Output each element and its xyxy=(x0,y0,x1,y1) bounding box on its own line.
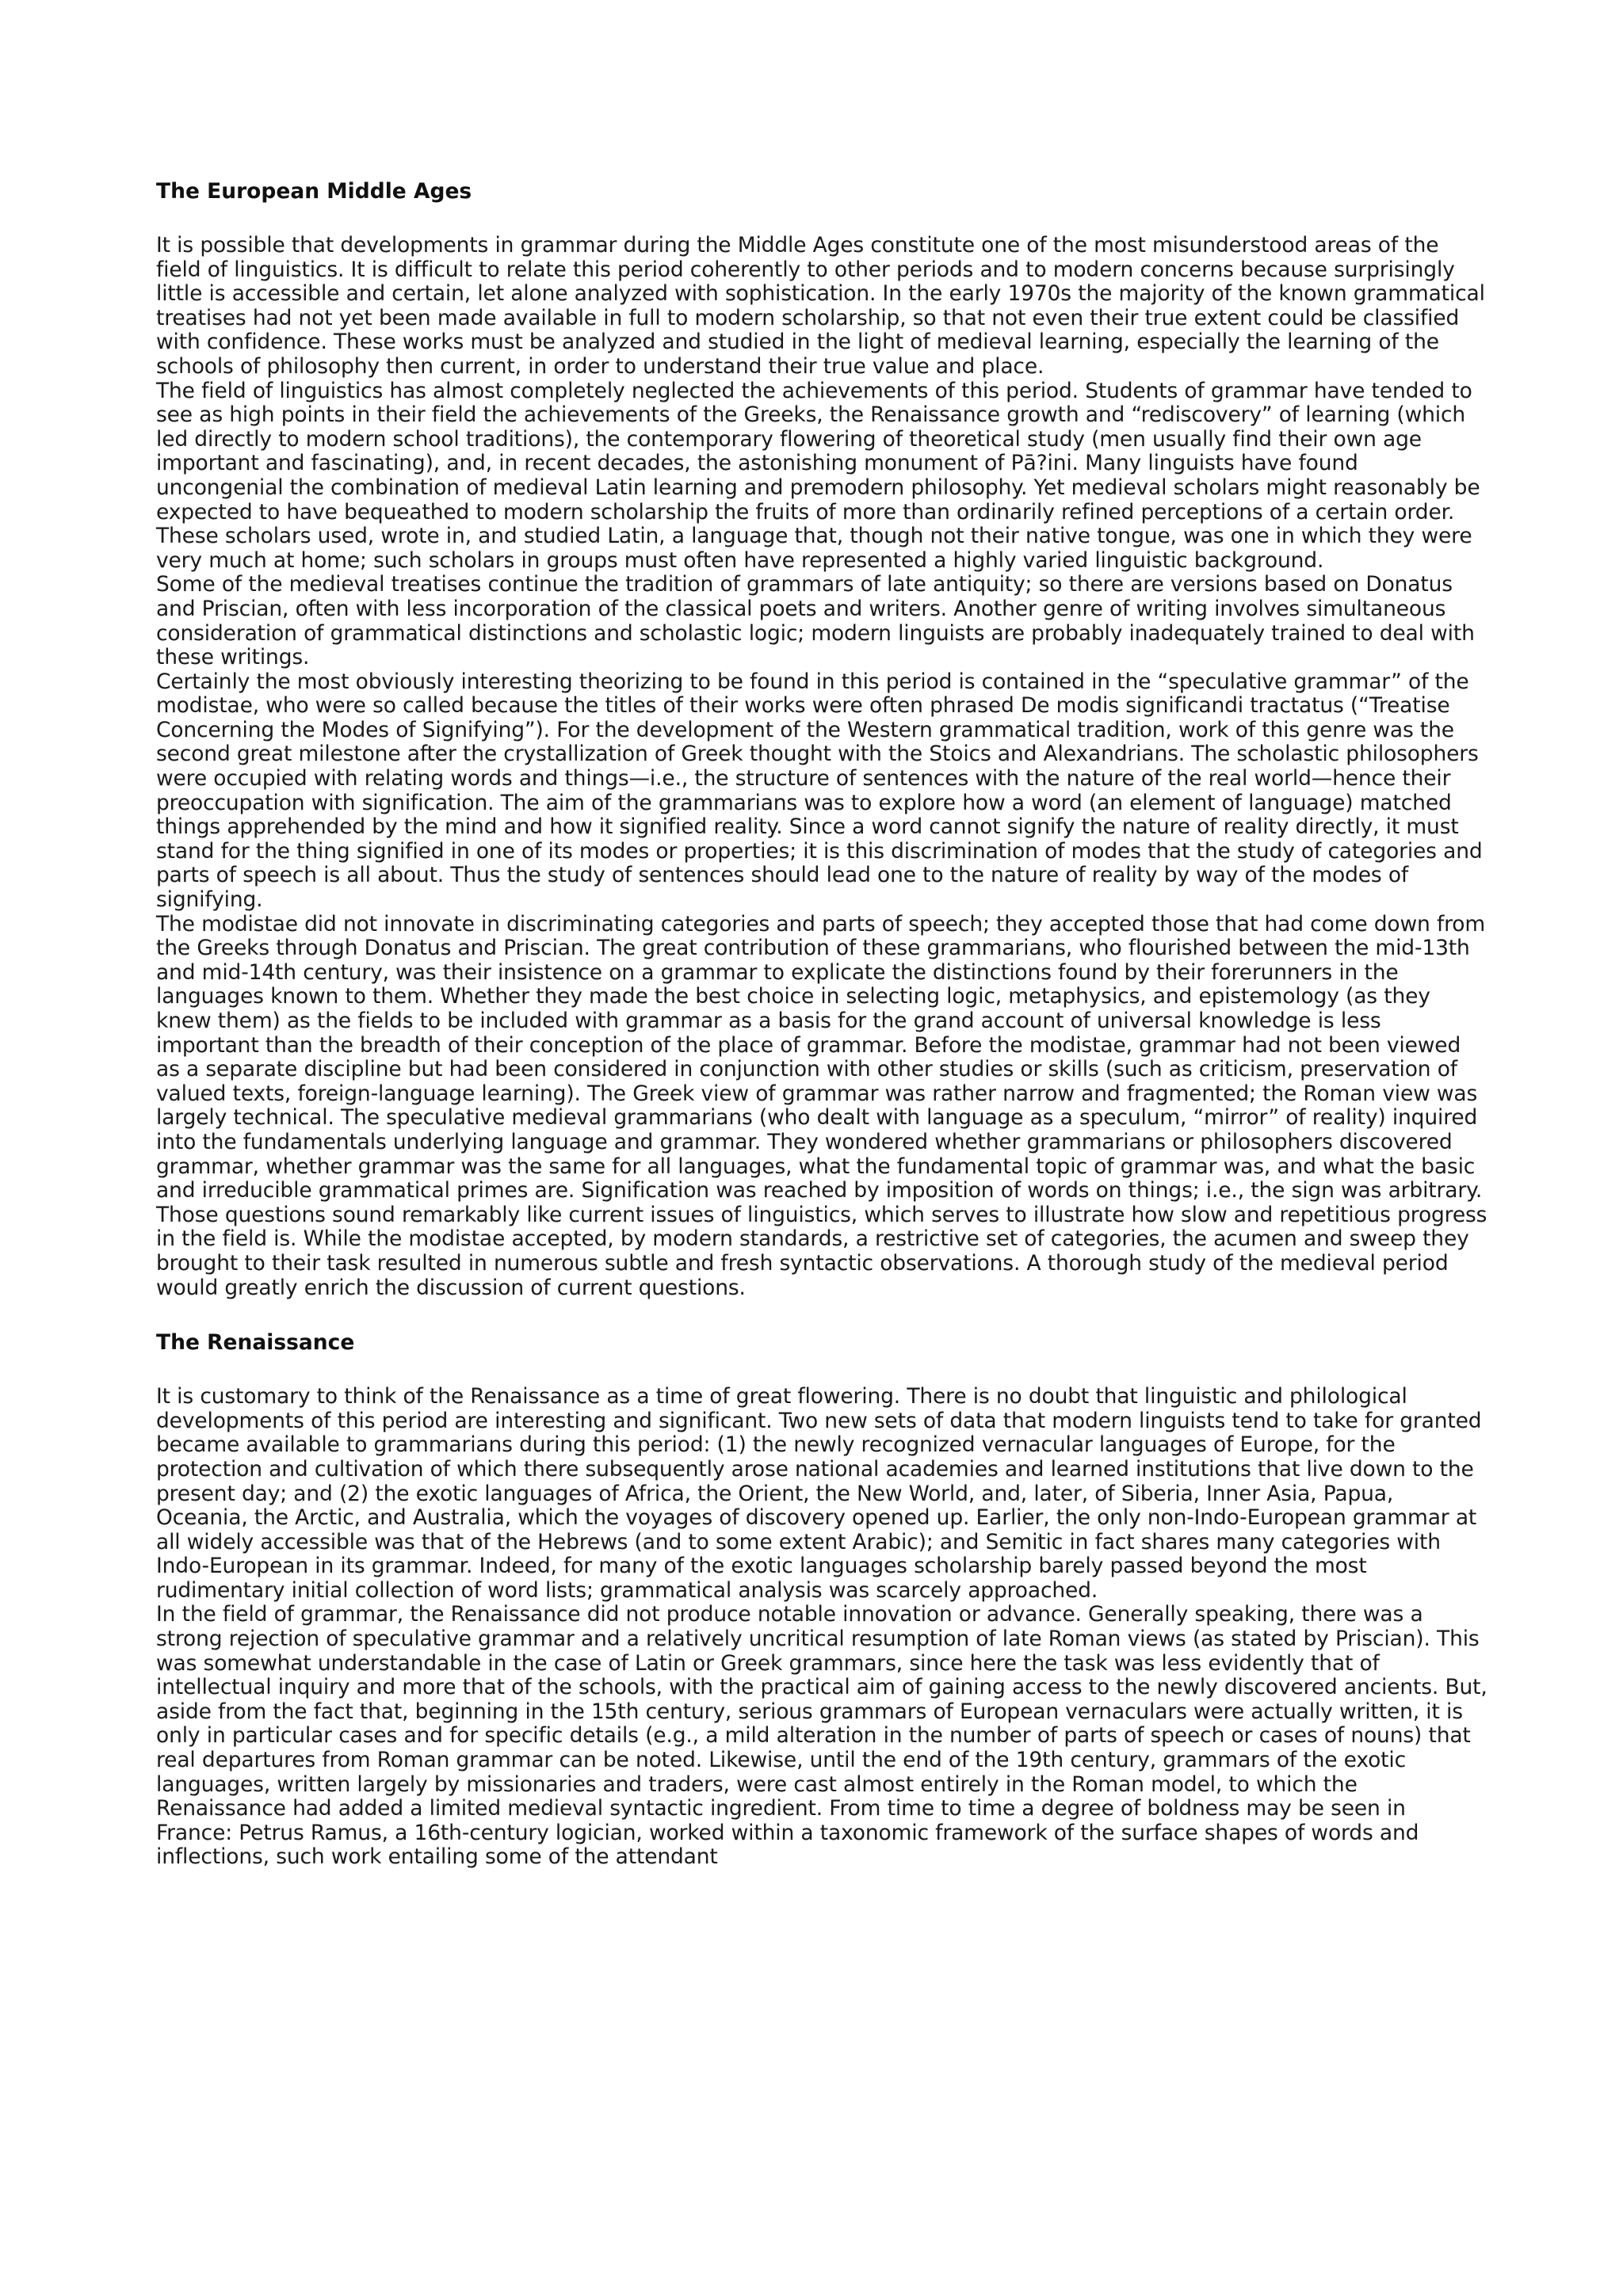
document-page xyxy=(156,178,1487,1870)
section-heading: The European Middle Ages xyxy=(156,179,472,204)
section-renaissance xyxy=(156,1329,1487,1870)
paragraph: It is possible that developments in grammar during the Middle Ages constitute one of the most misunderstood areas of the field of linguistics. It is difficult to relate this period coherently to other periods and to modern concerns because surprisingly little is accessible and certain, let alone analyzed with sophistication. In the early 1970s the majority of the known grammatical treatises had not yet been made available in full to modern scholarship, so that not even their true extent could be classified with confidence. These works must be analyzed and studied in the light of medieval learning, especially the learning of the schools of philosophy then current, in order to understand their true value and place. xyxy=(156,233,1485,379)
paragraph: Some of the medieval treatises continue the tradition of grammars of late antiquity; so there are versions based on Donatus and Priscian, often with less incorporation of the classical poets and writers. Another genre of writing involves simultaneous consideration of grammatical distinctions and scholastic logic; modern linguists are probably inadequately trained to deal with these writings. xyxy=(156,572,1475,670)
section-middle-ages xyxy=(156,178,1487,1300)
paragraph: The field of linguistics has almost completely neglected the achievements of this period. Students of grammar have tended to see as high points in their field the achievements of the Greeks, the Renaissance growth and “rediscovery” of learning (which led directly to modern school traditions), the contemporary flowering of theoretical study (men usually find their own age important and fascinating), and, in recent decades, the astonishing monument of Pā?ini. Many linguists have found uncongenial the combination of medieval Latin learning and premodern philosophy. Yet medieval scholars might reasonably be expected to have bequeathed to modern scholarship the fruits of more than ordinarily refined perceptions of a certain order. These scholars used, wrote in, and studied Latin, a language that, though not their native tongue, was one in which they were very much at home; such scholars in groups must often have represented a highly varied linguistic background. xyxy=(156,378,1480,573)
paragraph: In the field of grammar, the Renaissance did not produce notable innovation or advance. Generally speaking, there was a strong rejection of speculative grammar and a relatively uncritical resumption of late Roman views (as stated by Priscian). This was somewhat understandable in the case of Latin or Greek grammars, since here the task was less evidently that of intellectual inquiry and more that of the schools, with the practical aim of gaining access to the newly discovered ancients. But, aside from the fact that, beginning in the 15th century, serious grammars of European vernaculars were actually written, it is only in particular cases and for specific details (e.g., a mild alteration in the number of parts of speech or cases of nouns) that real departures from Roman grammar can be noted. Likewise, until the end of the 19th century, grammars of the exotic languages, written largely by missionaries and traders, were cast almost entirely in the Roman model, to which the Renaissance had added a limited medieval syntactic ingredient. From time to time a degree of boldness may be seen in France: Petrus Ramus, a 16th-century logician, worked within a taxonomic framework of the surface shapes of words and inflections, such work entailing some of the attendant xyxy=(156,1602,1487,1870)
section-heading: The Renaissance xyxy=(156,1330,355,1356)
paragraph: The modistae did not innovate in discriminating categories and parts of speech; they accepted those that had come down from the Greeks through Donatus and Priscian. The great contribution of these grammarians, who flourished between the mid-13th and mid-14th century, was their insistence on a grammar to explicate the distinctions found by their forerunners in the languages known to them. Whether they made the best choice in selecting logic, metaphysics, and epistemology (as they knew them) as the fields to be included with grammar as a basis for the grand account of universal knowledge is less important than the breadth of their conception of the place of grammar. Before the modistae, grammar had not been viewed as a separate discipline but had been considered in conjunction with other studies or skills (such as criticism, preservation of valued texts, foreign-language learning). The Greek view of grammar was rather narrow and fragmented; the Roman view was largely technical. The speculative medieval grammarians (who dealt with language as a speculum, “mirror” of reality) inquired into the fundamentals underlying language and grammar. They wondered whether grammarians or philosophers discovered grammar, whether grammar was the same for all languages, what the fundamental topic of grammar was, and what the basic and irreducible grammatical primes are. Signification was reached by imposition of words on things; i.e., the sign was arbitrary. Those questions sound remarkably like current issues of linguistics, which serves to illustrate how slow and repetitious progress in the field is. While the modistae accepted, by modern standards, a restrictive set of categories, the acumen and sweep they brought to their task resulted in numerous subtle and fresh syntactic observations. A thorough study of the medieval period would greatly enrich the discussion of current questions. xyxy=(156,911,1487,1300)
paragraph: Certainly the most obviously interesting theorizing to be found in this period is contained in the “speculative grammar” of the modistae, who were so called because the titles of their works were often phrased De modis significandi tractatus (“Treatise Concerning the Modes of Signifying”). For the development of the Western grammatical tradition, work of this genre was the second great milestone after the crystallization of Greek thought with the Stoics and Alexandrians. The scholastic philosophers were occupied with relating words and things—i.e., the structure of sentences with the nature of the real world—hence their preoccupation with signification. The aim of the grammarians was to explore how a word (an element of language) matched things apprehended by the mind and how it signified reality. Since a word cannot signify the nature of reality directly, it must stand for the thing signified in one of its modes or properties; it is this discrimination of modes that the study of categories and parts of speech is all about. Thus the study of sentences should lead one to the nature of reality by way of the modes of signifying. xyxy=(156,669,1483,913)
paragraph: It is customary to think of the Renaissance as a time of great flowering. There is no doubt that linguistic and philological developments of this period are interesting and significant. Two new sets of data that modern linguists tend to take for granted became available to grammarians during this period: (1) the newly recognized vernacular languages of Europe, for the protection and cultivation of which there subsequently arose national academies and learned institutions that live down to the present day; and (2) the exotic languages of Africa, the Orient, the New World, and, later, of Siberia, Inner Asia, Papua, Oceania, the Arctic, and Australia, which the voyages of discovery opened up. Earlier, the only non-Indo-European grammar at all widely accessible was that of the Hebrews (and to some extent Arabic); and Semitic in fact shares many categories with Indo-European in its grammar. Indeed, for many of the exotic languages scholarship barely passed beyond the most rudimentary initial collection of word lists; grammatical analysis was scarcely approached. xyxy=(156,1384,1482,1603)
